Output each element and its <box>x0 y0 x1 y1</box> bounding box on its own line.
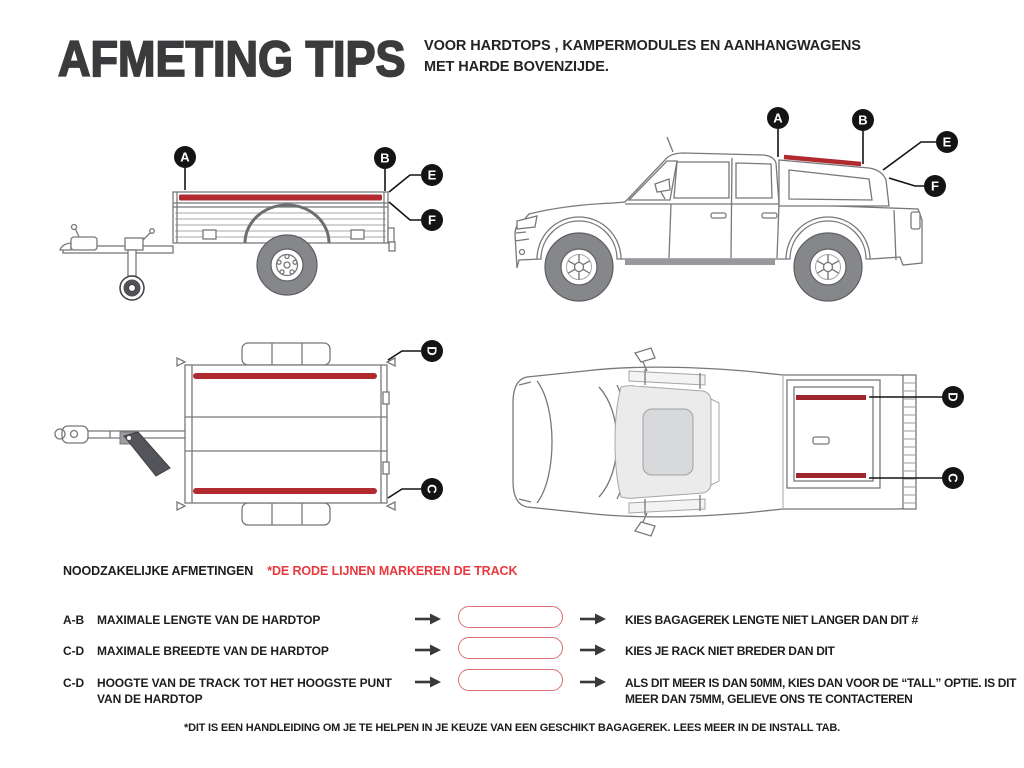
trailer-jockey-wheel <box>120 229 154 300</box>
trailer-top-view-diagram <box>50 332 470 547</box>
arrow-right-icon <box>580 644 606 656</box>
label-marker-f <box>389 202 443 231</box>
trailer-side-view-drawing <box>55 128 455 328</box>
measure-code: A-B <box>63 613 85 627</box>
arrow-right-icon <box>580 613 606 625</box>
svg-text:D: D <box>424 346 440 356</box>
svg-text:D: D <box>945 392 961 402</box>
label-marker-e <box>883 131 958 170</box>
measure-label: MAXIMALE BREEDTE VAN DE HARDTOP <box>97 644 329 658</box>
svg-text:A: A <box>180 149 190 165</box>
svg-text:F: F <box>931 178 939 194</box>
truck-top-view-diagram <box>495 345 995 540</box>
measure-code: C-D <box>63 676 85 690</box>
track-line-top <box>796 473 866 478</box>
measure-advice: KIES JE RACK NIET BREDER DAN DIT <box>625 644 835 658</box>
track-line-side <box>179 195 382 201</box>
truck-hardtop-canopy <box>779 160 889 206</box>
trailer-top-view-drawing <box>50 332 470 547</box>
label-marker-f <box>889 175 946 197</box>
measure-label: HOOGTE VAN DE TRACK TOT HET HOOGSTE PUNT VAN DE HARDTOP <box>97 676 392 706</box>
svg-text:B: B <box>380 150 390 166</box>
legend-row <box>63 641 1023 665</box>
label-marker-b <box>374 147 396 191</box>
trailer-top-box <box>177 358 395 510</box>
truck-top-cab-roof <box>615 386 719 499</box>
arrow-right-icon <box>580 676 606 688</box>
legend-row <box>63 610 1023 634</box>
svg-text:B: B <box>858 112 868 128</box>
truck-sunroof <box>643 409 693 475</box>
track-line-top <box>193 373 377 379</box>
label-marker-d <box>388 340 443 362</box>
svg-text:C: C <box>945 473 961 483</box>
trailer-side-view-diagram <box>55 128 455 328</box>
measure-advice: ALS DIT MEER IS DAN 50MM, KIES DAN VOOR DE “TALL” OPTIE. IS DIT MEER DAN 75MM, GELIEVE ONS TE CONTACTEREN <box>625 676 1017 706</box>
arrow-right-icon <box>415 644 441 656</box>
svg-text:E: E <box>942 134 952 150</box>
footer-note: *DIT IS EEN HANDLEIDING OM JE TE HELPEN IN JE KEUZE VAN EEN GESCHIKT BAGAGEREK. LEES MEER IN DE INSTALL TAB. <box>184 722 840 734</box>
page-subtitle <box>424 36 861 78</box>
label-marker-c <box>388 478 443 500</box>
measure-advice: KIES BAGAGEREK LENGTE NIET LANGER DAN DIT # <box>625 613 918 627</box>
trailer-hitch-coupler <box>60 225 97 251</box>
legend-heading-row <box>63 564 517 578</box>
track-line-top <box>193 488 377 494</box>
legend-red-note: *DE RODE LIJNEN MARKEREN DE TRACK <box>267 564 518 578</box>
label-marker-a <box>767 107 789 157</box>
truck-top-view-drawing <box>495 345 995 540</box>
measurement-capsule <box>458 669 563 691</box>
subtitle-line-1: VOOR HARDTOPS , KAMPERMODULES EN AANHANGWAGENS <box>424 38 861 54</box>
measurement-capsule <box>458 637 563 659</box>
svg-text:C: C <box>424 484 440 494</box>
svg-text:E: E <box>427 167 437 183</box>
measurement-capsule <box>458 606 563 628</box>
measure-code: C-D <box>63 644 85 658</box>
truck-front-wheel <box>545 233 613 301</box>
legend-heading: NOODZAKELIJKE AFMETINGEN <box>63 564 254 578</box>
page-title: AFMETING TIPS <box>58 31 406 87</box>
label-marker-b <box>852 109 874 164</box>
measure-label: MAXIMALE LENGTE VAN DE HARDTOP <box>97 613 321 627</box>
truck-running-board <box>625 259 775 265</box>
legend-row <box>63 673 1023 706</box>
trailer-wheel <box>257 235 317 295</box>
svg-text:A: A <box>773 110 783 126</box>
svg-text:F: F <box>428 212 436 228</box>
truck-side-view-diagram <box>473 100 983 320</box>
subtitle-line-2: MET HARDE BOVENZIJDE. <box>424 59 609 75</box>
arrow-right-icon <box>415 676 441 688</box>
truck-rear-wheel <box>794 233 862 301</box>
track-line-top <box>796 395 866 400</box>
label-marker-a <box>174 146 196 190</box>
truck-side-view-drawing <box>473 100 983 320</box>
label-marker-e <box>389 164 443 192</box>
arrow-right-icon <box>415 613 441 625</box>
